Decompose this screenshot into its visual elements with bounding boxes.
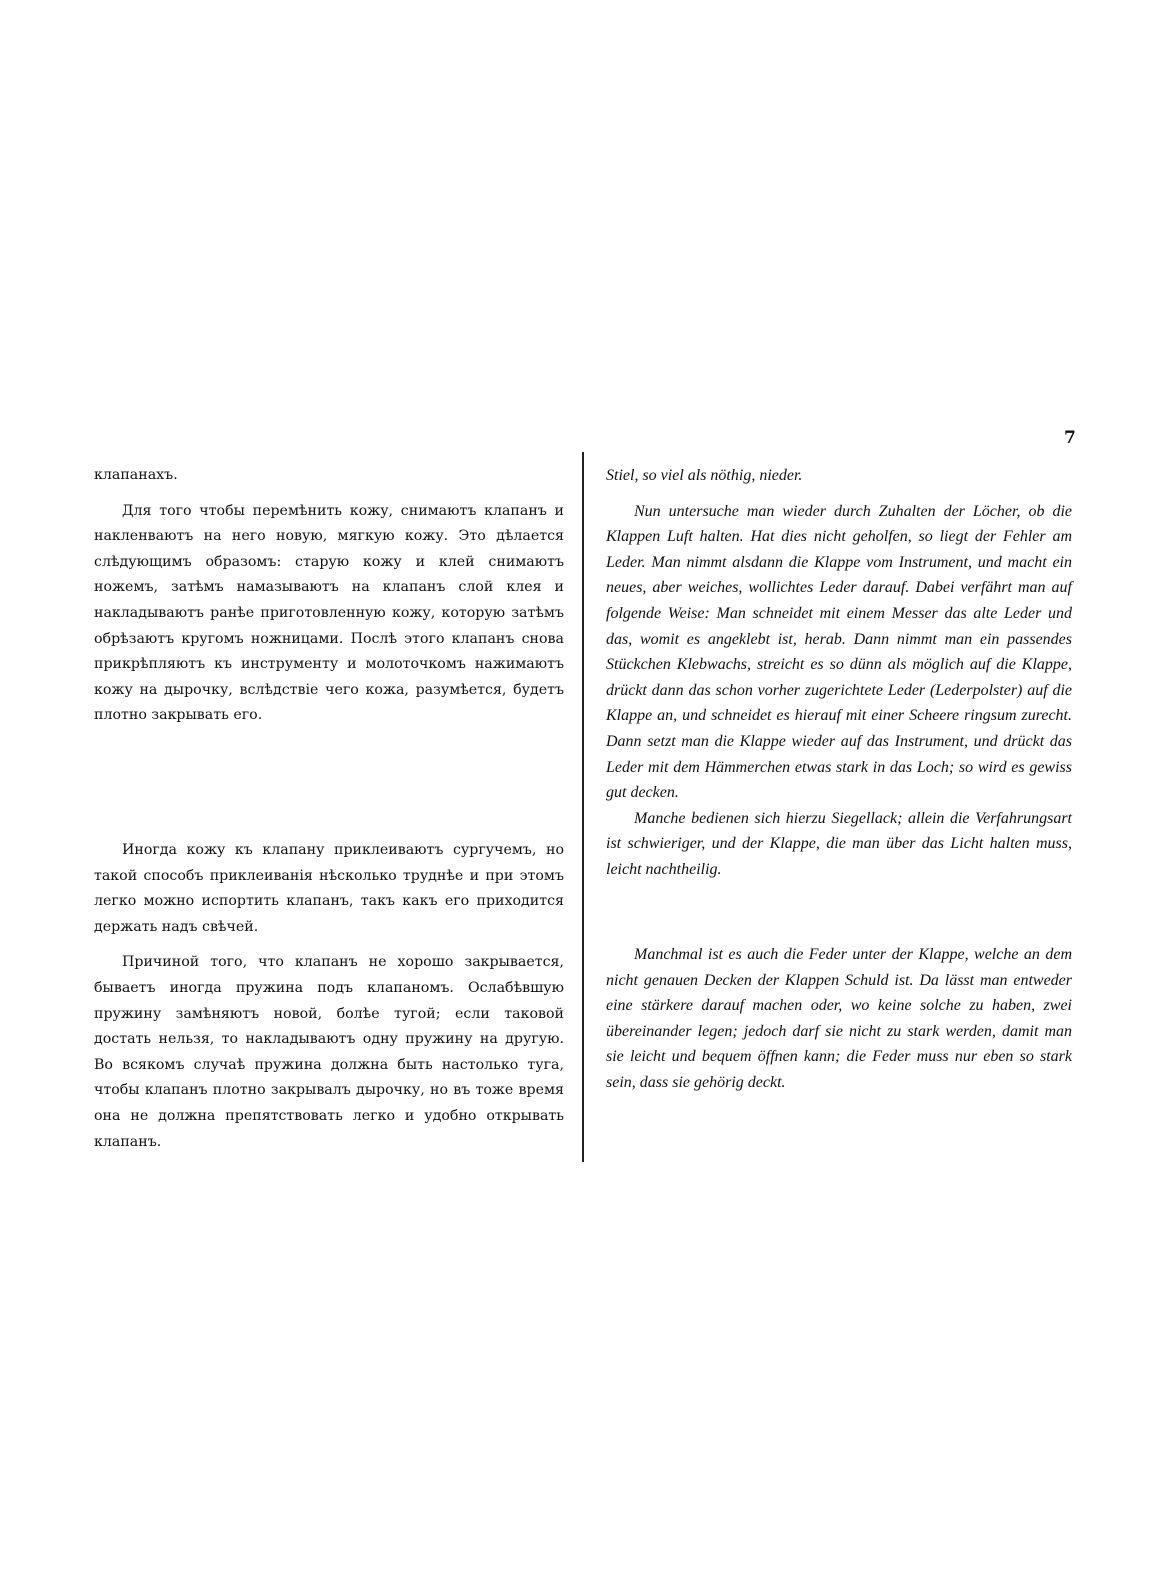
right-column-lower xyxy=(606,942,1072,1096)
right-column xyxy=(606,463,1072,883)
left-paragraph-spring: Причиной того, что клапанъ не хорошо закрывается, бываетъ иногда пружина подъ клапаномъ. Ослабѣвшую пружину замѣняютъ новой, болѣе тугой; если таковой достать нельзя, то накладываютъ одну пружину на другую. Во всякомъ случаѣ пружина должна быть настолько туга, чтобы клапанъ плотно закрывалъ дырочку, но въ тоже время она не должна препятствовать легко и удобно открывать клапанъ. xyxy=(94,954,564,1150)
right-paragraph-sealing-wax: Manche bedienen sich hierzu Siegellack; allein die Verfahrungsart ist schwieriger, und der Klappe, die man über das Licht halten muss, leicht nachtheilig. xyxy=(606,809,1072,878)
right-paragraph-continuation: Stiel, so viel als nöthig, nieder. xyxy=(606,467,803,484)
left-column-lower xyxy=(94,838,564,1155)
column-divider xyxy=(582,452,584,1162)
left-paragraph-sealing-wax: Иногда кожу къ клапану приклеиваютъ сургучемъ, но такой способъ приклеиванія нѣсколько труднѣе и при этомъ легко можно испортить клапанъ, такъ какъ его приходится держать надъ свѣчей. xyxy=(94,842,564,935)
left-column xyxy=(94,463,564,729)
right-paragraph-spring: Manchmal ist es auch die Feder unter der Klappe, welche an dem nicht genauen Decken der Klappen Schuld ist. Da lässt man entweder eine stärkere darauf machen oder, wo keine solche zu haben, zwei übereinander legen; jedoch darf sie nicht zu stark werden, damit man sie leicht und bequem öffnen kann; die Feder muss nur eben so stark sein, dass sie gehörig deckt. xyxy=(606,946,1072,1091)
left-paragraph-continuation: клапанахъ. xyxy=(94,467,178,483)
right-paragraph-leather-replacement: Nun untersuche man wieder durch Zuhalten der Löcher, ob die Klappen Luft halten. Hat dies nicht geholfen, so liegt der Fehler am Leder. Man nimmt alsdann die Klappe vom Instrument, und macht ein neues, aber weiches, wollichtes Leder darauf. Dabei verfährt man auf folgende Weise: Man schneidet mit einem Messer das alte Leder und das, womit es angeklebt ist, herab. Dann nimmt man ein passendes Stückchen Klebwachs, streicht es so dünn als möglich auf die Klappe, drückt dann das schon vorher zugerichtete Leder (Lederpolster) auf die Klappe an, und schneidet es hierauf mit einer Scheere ringsum zurecht. Dann setzt man die Klappe wieder auf das Instrument, und drückt das Leder mit dem Hämmerchen etwas stark in das Loch; so wird es gewiss gut decken. xyxy=(606,502,1072,802)
page-number: 7 xyxy=(1064,428,1076,448)
left-paragraph-leather-replacement: Для того чтобы перемѣнить кожу, снимаютъ клапанъ и накленваютъ на него новую, мягкую кожу. Это дѣлается слѣдующимъ образомъ: старую кожу и клей снимаютъ ножемъ, затѣмъ намазываютъ на клапанъ слой клея и накладываютъ ранѣе приготовленную кожу, которую затѣмъ обрѣзаютъ кругомъ ножницами. Послѣ этого клапанъ снова прикрѣпляютъ къ инструменту и молоточкомъ нажимаютъ кожу на дырочку, вслѣдствіе чего кожа, разумѣется, будетъ плотно закрывать его. xyxy=(94,502,564,724)
